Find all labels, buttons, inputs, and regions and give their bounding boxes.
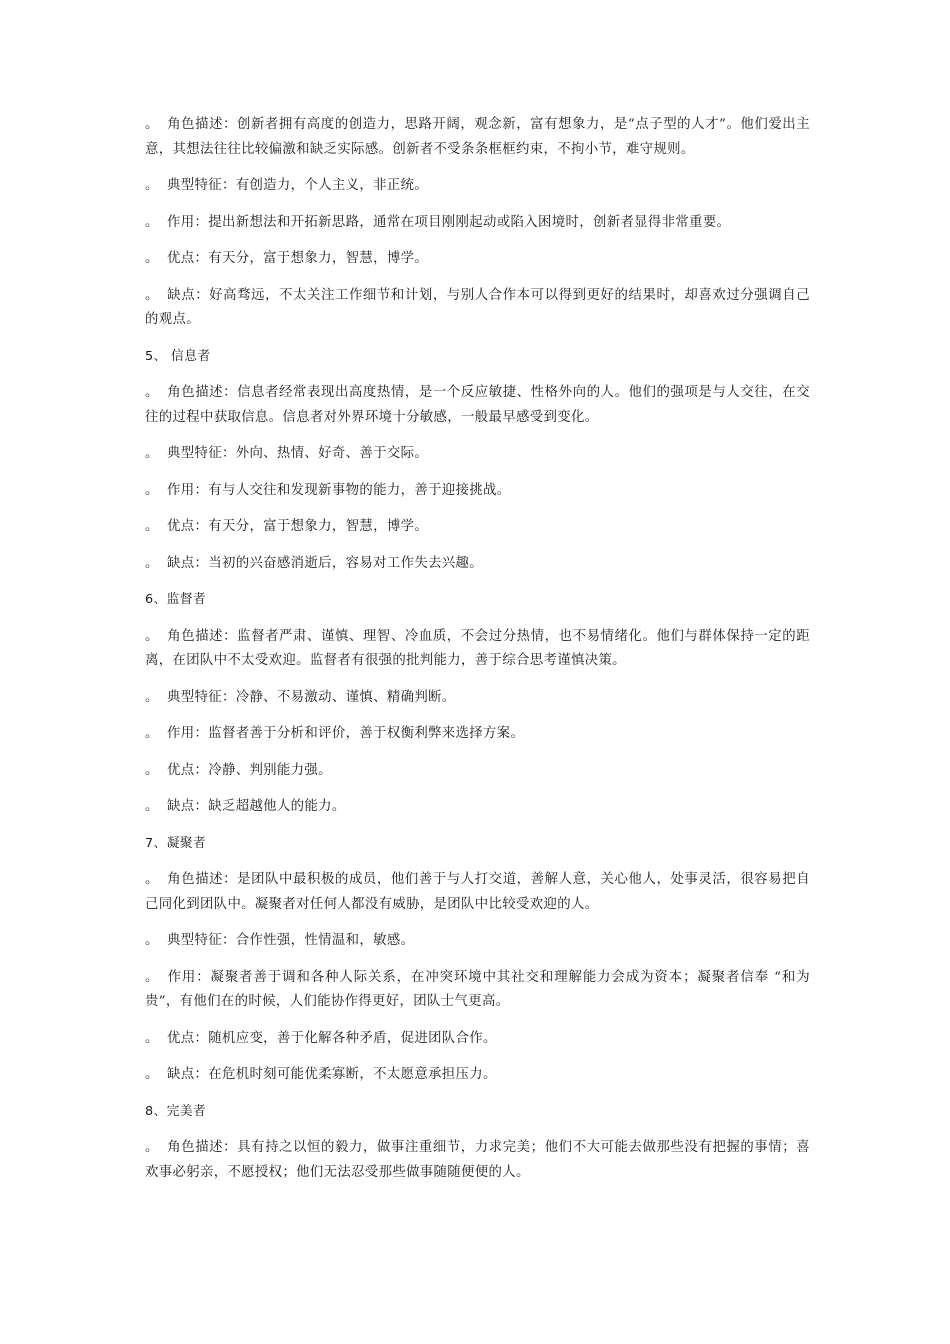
- bullet-item: [145, 381, 810, 430]
- section-heading: 8、完美者: [145, 1103, 207, 1119]
- bullet-mark: 。: [145, 689, 159, 705]
- bullet-mark: 。: [145, 446, 159, 461]
- bullet-text: 优点：有天分，富于想象力，智慧，博学。: [167, 251, 429, 266]
- bullet-item: [145, 966, 810, 1015]
- section-heading: 7、凝聚者: [145, 835, 207, 851]
- bullet-item: [145, 795, 810, 820]
- bullet-text: 缺点：缺乏超越他人的能力。: [167, 799, 346, 814]
- bullet-mark: 。: [145, 178, 159, 193]
- bullet-item: [145, 625, 810, 674]
- bullet-text: 典型特征：有创造力，个人主义，非正统。: [167, 178, 429, 193]
- bullet-text: 典型特征：合作性强，性情温和，敏感。: [167, 933, 415, 948]
- bullet-mark: 。: [145, 872, 159, 887]
- bullet-mark: 。: [145, 726, 159, 741]
- bullet-text: 缺点：当初的兴奋感消逝后，容易对工作失去兴趣。: [167, 555, 484, 571]
- bullet-mark: 。: [145, 969, 159, 985]
- bullet-item: [145, 247, 810, 272]
- bullet-text: 角色描述：信息者经常表现出高度热情，是一个反应敏捷、性格外向的人。他们的强项是与人交往，在交往的过程中获取信息。信息者对外界环境十分敏感，一般最早感受到变化。: [145, 385, 810, 425]
- bullet-mark: 。: [145, 933, 159, 948]
- bullet-mark: 。: [145, 628, 159, 644]
- bullet-item: [145, 929, 810, 954]
- bullet-text: 典型特征：外向、热情、好奇、善于交际。: [167, 446, 429, 461]
- bullet-item: [145, 686, 810, 711]
- bullet-item: [145, 174, 810, 199]
- bullet-text: 角色描述：监督者严肃、谨慎、理智、冷血质，不会过分热情，也不易情绪化。他们与群体保持一定的距离，在团队中不太受欢迎。监督者有很强的批判能力，善于综合思考谨慎决策。: [145, 628, 810, 668]
- bullet-mark: 。: [145, 1067, 159, 1082]
- bullet-mark: 。: [145, 799, 159, 814]
- bullet-text: 缺点：在危机时刻可能优柔寡断，不太愿意承担压力。: [167, 1067, 497, 1082]
- bullet-item: [145, 1136, 810, 1185]
- bullet-mark: 。: [145, 287, 159, 303]
- bullet-text: 作用：凝聚者善于调和各种人际关系，在冲突环境中其社交和理解能力会成为资本；凝聚者信奉 “和为贵”，有他们在的时候，人们能协作得更好，团队士气更高。: [145, 969, 810, 1009]
- bullet-text: 优点：有天分，富于想象力，智慧，博学。: [167, 519, 429, 534]
- bullet-mark: 。: [145, 385, 159, 400]
- bullet-text: 优点：冷静、判别能力强。: [167, 762, 332, 778]
- bullet-item: [145, 211, 810, 236]
- section-heading: 6、监督者: [145, 592, 207, 607]
- bullet-mark: 。: [145, 555, 159, 571]
- bullet-text: 角色描述：是团队中最积极的成员，他们善于与人打交道，善解人意，关心他人，处事灵活，很容易把自己同化到团队中。凝聚者对任何人都没有威胁，是团队中比较受欢迎的人。: [145, 872, 810, 912]
- bullet-mark: 。: [145, 762, 159, 778]
- bullet-item: [145, 1063, 810, 1088]
- bullet-mark: 。: [145, 214, 159, 230]
- bullet-item: [145, 722, 810, 747]
- section-heading: 5、 信息者: [145, 348, 211, 364]
- bullet-text: 优点：随机应变，善于化解各种矛盾，促进团队合作。: [167, 1030, 497, 1046]
- bullet-item: [145, 759, 810, 784]
- bullet-mark: 。: [145, 519, 159, 534]
- bullet-item: [145, 479, 810, 504]
- bullet-item: [145, 113, 810, 162]
- bullet-mark: 。: [145, 482, 159, 498]
- bullet-item: [145, 442, 810, 467]
- bullet-text: 缺点：好高骛远，不太关注工作细节和计划，与别人合作本可以得到更好的结果时，却喜欢过分强调自己的观点。: [145, 287, 810, 327]
- bullet-item: [145, 284, 810, 333]
- bullet-mark: 。: [145, 1030, 159, 1046]
- bullet-item: [145, 515, 810, 540]
- bullet-mark: 。: [145, 251, 159, 266]
- bullet-item: [145, 1027, 810, 1052]
- bullet-text: 角色描述：具有持之以恒的毅力，做事注重细节，力求完美；他们不大可能去做那些没有把握的事情；喜欢事必躬亲，不愿授权；他们无法忍受那些做事随随便便的人。: [145, 1140, 810, 1180]
- bullet-item: [145, 552, 810, 577]
- bullet-text: 典型特征：冷静、不易激动、谨慎、精确判断。: [167, 689, 456, 705]
- bullet-item: [145, 868, 810, 917]
- bullet-text: 角色描述：创新者拥有高度的创造力，思路开阔，观念新，富有想象力，是“点子型的人才”。他们爱出主意，其想法往往比较偏激和缺乏实际感。创新者不受条条框框约束，不拘小节，难守规则。: [145, 117, 810, 157]
- bullet-text: 作用：提出新想法和开拓新思路，通常在项目刚刚起动或陷入困境时，创新者显得非常重要。: [167, 214, 731, 230]
- bullet-text: 作用：监督者善于分析和评价，善于权衡利弊来选择方案。: [167, 726, 525, 741]
- bullet-mark: 。: [145, 117, 159, 132]
- bullet-mark: 。: [145, 1140, 159, 1155]
- document-body: [145, 113, 810, 1197]
- bullet-text: 作用：有与人交往和发现新事物的能力，善于迎接挑战。: [167, 482, 511, 498]
